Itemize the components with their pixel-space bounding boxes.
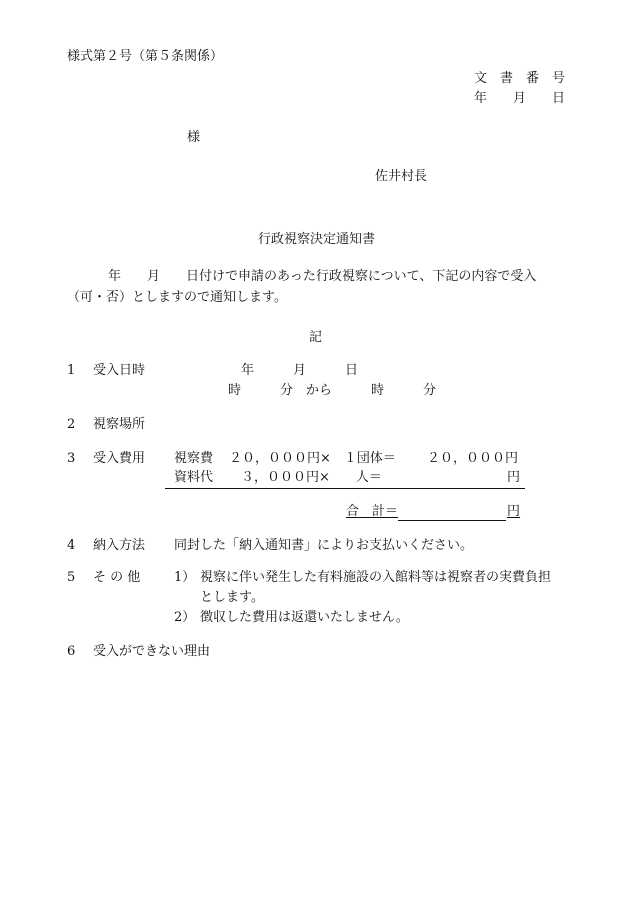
fee-row-1-name: 視察費 (174, 451, 214, 466)
ki-heading: 記 (309, 330, 323, 345)
item-3-number: 3 (67, 451, 76, 466)
sender-name: 佐井村長 (375, 169, 428, 184)
item-1-label: 受入日時 (93, 363, 146, 378)
item-2-number: 2 (67, 417, 76, 432)
item-6-label: 受入ができない理由 (93, 644, 211, 659)
document-title: 行政視察決定通知書 (258, 232, 376, 247)
form-label: 様式第２号（第５条関係） (67, 49, 224, 64)
item-5-number: 5 (67, 570, 76, 585)
item-3-label: 受入費用 (93, 451, 146, 466)
fee-row-1-total: ２０，０００円 (427, 451, 519, 466)
note-1-line-1: 視察に伴い発生した有料施設の入館料等は視察者の実費負担 (200, 570, 552, 585)
note-1-line-2: とします。 (200, 590, 264, 605)
issue-date: 年 月 日 (474, 91, 566, 106)
item-1-date: 年 月 日 (241, 363, 359, 378)
fee-row-2-name: 資料代 (174, 470, 214, 485)
note-2-text: 徴収した費用は返還いたしません。 (200, 610, 409, 625)
body-line-1: 年 月 日付けで申請のあった行政視察について、下記の内容で受入 (108, 269, 537, 284)
item-1-time: 時 分 から 時 分 (228, 383, 437, 398)
fee-row-2-total: 円 (507, 470, 521, 485)
note-1-number: 1） (174, 570, 196, 585)
document-number: 文 書 番 号 (474, 71, 566, 86)
body-line-2: （可・否）としますので通知します。 (67, 290, 287, 305)
fee-sum-label: 合 計＝ (346, 504, 399, 519)
item-4-label: 納入方法 (93, 538, 146, 553)
item-6-number: 6 (67, 644, 76, 659)
fee-sum-underline (398, 520, 506, 521)
note-2-number: 2） (174, 610, 196, 625)
payment-method-text: 同封した「納入通知書」によりお支払いください。 (174, 538, 474, 553)
fee-row-2-calc: ３，０００円× 人＝ (241, 470, 382, 485)
fee-row-1-calc: ２０，０００円× １団体＝ (229, 451, 396, 466)
fee-divider-line (165, 488, 525, 489)
item-1-number: 1 (67, 363, 76, 378)
item-4-number: 4 (67, 538, 76, 553)
item-2-label: 視察場所 (93, 417, 146, 432)
addressee-sama: 様 (187, 130, 201, 145)
fee-sum-total: 円 (507, 504, 521, 519)
item-5-label: そ の 他 (93, 570, 141, 585)
